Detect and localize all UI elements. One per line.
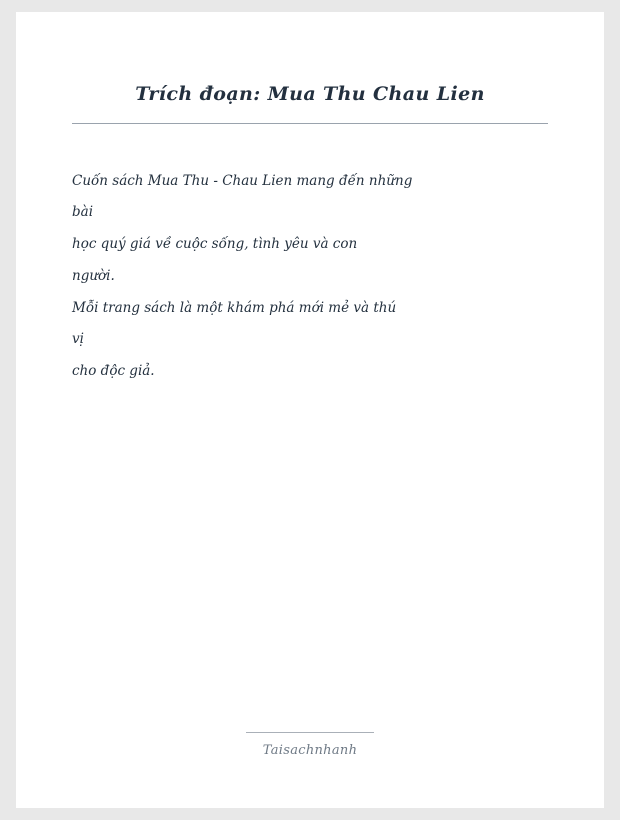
page-title: Trích đoạn: Mua Thu Chau Lien: [135, 83, 485, 105]
body-line: Mỗi trang sách là một khám phá mới mẻ và thú: [72, 299, 397, 316]
body-spacer: [72, 388, 548, 732]
document-body: [72, 166, 548, 388]
title-divider: [72, 123, 548, 124]
body-line: cho độc giả.: [72, 363, 155, 379]
body-line: Cuốn sách Mua Thu - Chau Lien mang đến những: [72, 172, 413, 189]
footer-watermark: Taisachnhanh: [262, 743, 358, 758]
document-page: [16, 12, 604, 808]
page-footer: [72, 732, 548, 758]
body-line: vị: [72, 331, 84, 348]
body-line: học quý giá về cuộc sống, tình yêu và con: [72, 236, 358, 253]
footer-divider: [246, 732, 374, 733]
body-line: bài: [72, 204, 94, 221]
body-line: người.: [72, 267, 115, 284]
